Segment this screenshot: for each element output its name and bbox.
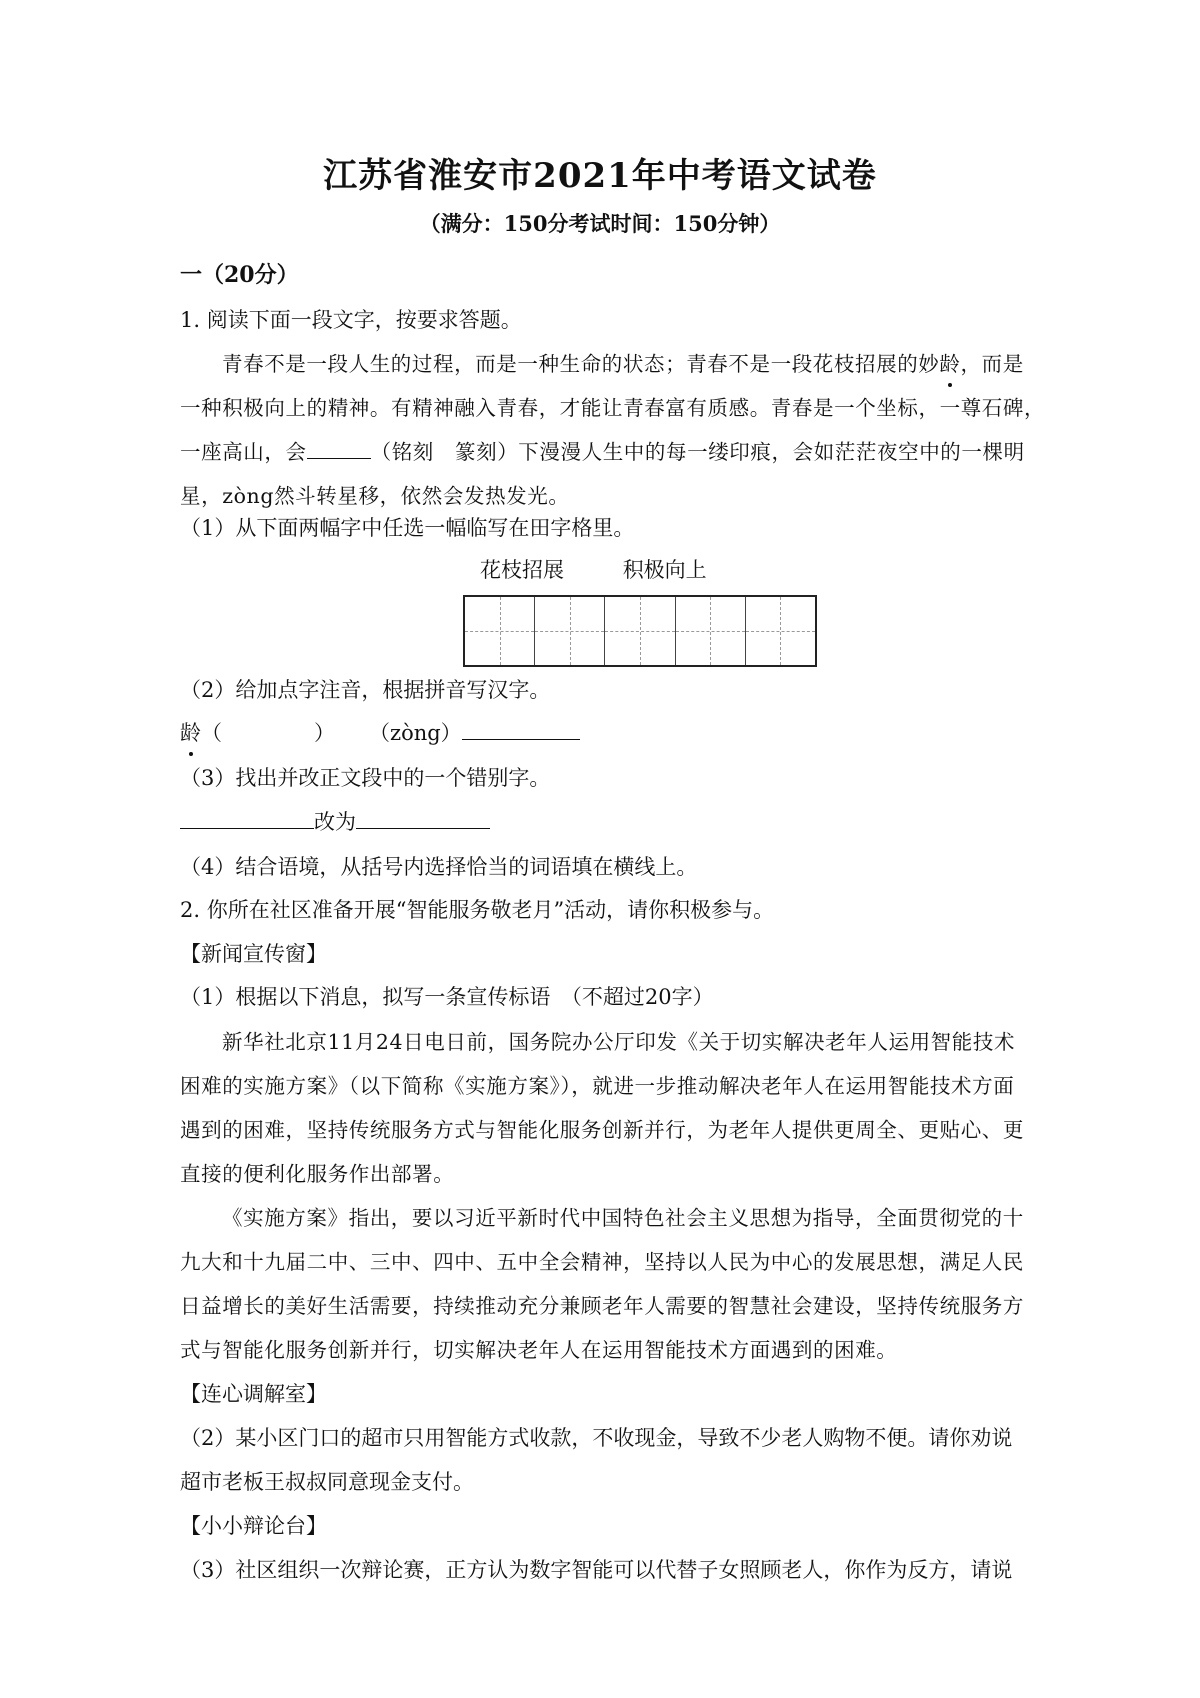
exam-subtitle: （满分：150分考试时间：150分钟） <box>419 211 781 236</box>
news-line: 遇到的困难，坚持传统服务方式与智能化服务创新并行，为老年人提供更周全、更贴心、更 <box>180 1118 1024 1142</box>
grid-cell[interactable] <box>746 597 815 665</box>
copy-words <box>480 554 759 584</box>
passage-text: （铭刻 篆刻）下漫漫人生中的每一缕印痕，会如茫茫夜空中的一棵明 <box>370 440 1025 464</box>
grid-cell[interactable] <box>465 597 535 665</box>
answer-blank[interactable] <box>462 719 580 740</box>
grid-cell[interactable] <box>676 597 746 665</box>
paren-open: （ <box>201 721 222 745</box>
sub-question-2-answer <box>180 718 1040 748</box>
news-line: 直接的便利化服务作出部署。 <box>180 1162 455 1186</box>
paren-close: ） <box>314 721 335 745</box>
section-label: 【连心调解室】 <box>180 1382 327 1406</box>
passage-line: 一种积极向上的精神。有精神融入青春，才能让青春富有质感。青春是一个坐标，一尊石碑， <box>180 396 1046 420</box>
sub-question: 超市老板王叔叔同意现金支付。 <box>180 1470 474 1494</box>
copy-word: 花枝招展 <box>480 558 564 582</box>
answer-blank[interactable] <box>180 808 314 829</box>
section-label: 【新闻宣传窗】 <box>180 942 327 966</box>
passage-text: 青春不是一段人生的过程，而是一种生命的状态；青春不是一段花枝招展的妙 <box>222 352 940 376</box>
copy-word: 积极向上 <box>622 558 707 582</box>
answer-blank[interactable] <box>356 808 490 829</box>
news-line: 日益增长的美好生活需要，持续推动充分兼顾老年人需要的智慧社会建设，坚持传统服务方 <box>180 1294 1024 1318</box>
sub-question: （1）根据以下消息，拟写一条宣传标语 （不超过20字） <box>180 985 714 1009</box>
sub-question-2: （2）给加点字注音，根据拼音写汉字。 <box>180 678 551 702</box>
section-heading: 一（20分） <box>180 262 299 288</box>
sub-question-1: （1）从下面两幅字中任选一幅临写在田字格里。 <box>180 516 635 540</box>
grid-cell[interactable] <box>605 597 675 665</box>
sub-question-4: （4）结合语境，从括号内选择恰当的词语填在横线上。 <box>180 855 698 879</box>
section-label: 【小小辩论台】 <box>180 1514 327 1538</box>
news-line: 《实施方案》指出，要以习近平新时代中国特色社会主义思想为指导，全面贯彻党的十 <box>222 1206 1024 1230</box>
news-line: 式与智能化服务创新并行，切实解决老年人在运用智能技术方面遇到的困难。 <box>180 1338 898 1362</box>
tianzi-grid[interactable] <box>463 595 817 667</box>
news-line: 困难的实施方案》（以下简称《实施方案》），就进一步推动解决老年人在运用智能技术方面 <box>180 1074 1015 1098</box>
change-label: 改为 <box>314 810 356 834</box>
answer-blank[interactable] <box>307 438 371 459</box>
passage-text: ，而是 <box>960 352 1024 376</box>
dotted-char: 龄 <box>180 718 201 748</box>
question-2-prompt: 2. 你所在社区准备开展“智能服务敬老月”活动，请你积极参与。 <box>180 898 775 922</box>
pinyin-label: （zòng） <box>369 721 462 745</box>
dotted-char: 龄 <box>939 349 960 379</box>
sub-question-3-answer <box>180 807 1040 837</box>
sub-question-3: （3）找出并改正文段中的一个错别字。 <box>180 766 551 790</box>
news-line: 新华社北京11月24日电日前，国务院办公厅印发《关于切实解决老年人运用智能技术 <box>222 1030 1016 1054</box>
question-1-prompt: 1. 阅读下面一段文字，按要求答题。 <box>180 308 522 332</box>
passage-line: 星，zòng然斗转星移，依然会发热发光。 <box>180 484 570 508</box>
grid-cell[interactable] <box>535 597 605 665</box>
passage-line <box>180 349 1082 379</box>
passage-line <box>180 437 1040 467</box>
passage-text: 一座高山，会 <box>180 440 307 464</box>
exam-title: 江苏省淮安市2021年中考语文试卷 <box>323 156 877 196</box>
sub-question: （3）社区组织一次辩论赛，正方认为数字智能可以代替子女照顾老人，你作为反方，请说 <box>180 1558 1013 1582</box>
sub-question: （2）某小区门口的超市只用智能方式收款，不收现金，导致不少老人购物不便。请你劝说 <box>180 1426 1013 1450</box>
news-line: 九大和十九届二中、三中、四中、五中全会精神，坚持以人民为中心的发展思想，满足人民 <box>180 1250 1024 1274</box>
